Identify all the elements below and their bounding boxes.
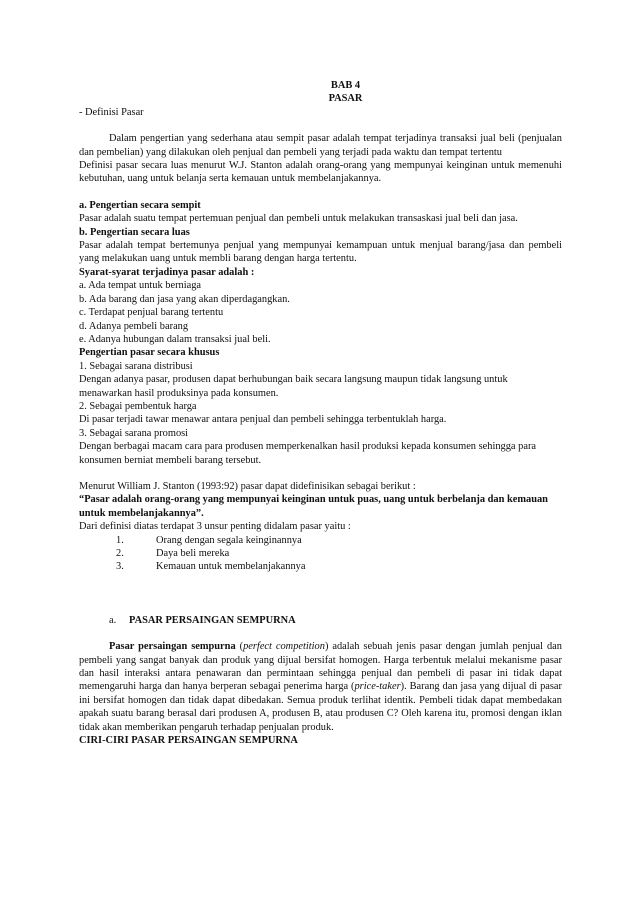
requirement-item: e. Adanya hubungan dalam transaksi jual beli. [79,333,271,345]
chapter-number: BAB 4 [330,80,361,91]
section-heading: a. PASAR PERSAINGAN SEMPURNA [109,614,296,626]
requirement-item: b. Ada barang dan jasa yang akan diperdagangkan. [79,293,290,305]
requirement-item: c. Terdapat penjual barang tertentu [79,307,224,319]
heading-requirements: Syarat-syarat terjadinya pasar adalah : [79,266,255,278]
heading-broad: b. Pengertian secara luas [79,226,190,238]
list-item: 3. Kemauan untuk membelanjakannya [116,561,306,573]
function-text: Dengan adanya pasar, produsen dapat berhubungan baik secara langsung maupun tidak langsung untuk menawarkan hasil produksinya pada konsumen. [79,374,508,399]
function-text: Dengan berbagai macam cara para produsen memperkenalkan hasil produksi kepada konsumen sehingga para konsumen berniat membeli barang tersebut. [79,441,537,466]
chapter-title: PASAR [328,93,363,105]
stanton-quote: “Pasar adalah orang-orang yang mempunyai keinginan untuk puas, uang untuk berbelanja dan kemauan untuk membelanjakannya”. [79,494,548,519]
paragraph-broad: Pasar adalah tempat bertemunya penjual yang mempunyai kemampuan untuk menjual barang/jasa dan pembeli yang melakukan uang untuk membli barang dengan harga tertentu. [79,240,562,265]
intro-paragraph: Dalam pengertian yang sederhana atau sempit pasar adalah tempat terjadinya transaksi jual beli (penjualan dan pembelian) yang dilakukan oleh penjual dan pembeli yang terjadi pada waktu dan tempat tertentu [79,133,562,158]
function-title: 2. Sebagai pembentuk harga [79,400,197,412]
paragraph-narrow: Pasar adalah suatu tempat pertemuan penjual dan pembeli untuk melakukan transaskasi jual beli dan jasa. [79,213,518,225]
requirement-item: d. Adanya pembeli barang [79,320,189,332]
list-item: 1. Orang dengan segala keinginannya [116,534,302,546]
perfect-competition-paragraph: Pasar persaingan sempurna (perfect competition) adalah sebuah jenis pasar dengan jumlah penjual dan pembeli yang sangat banyak dan produk yang dijual bersifat homogen. Harga terbentuk melalui mekanisme pasar dan hasil interaksi antara penawaran dan permintaan sehingga penjual dan pembeli di pasar ini tidak dapat memengaruhi harga dan hanya berperan sebagai penerima harga (price-taker). Barang dan jasa yang dijual di pasar ini bersifat homogen dan tidak dapat dibedakan. Semua produk terlihat identik. Pembeli tidak dapat membedakan apakah suatu barang berasal dari produsen A, produsen B, atau produsen C? Oleh karena itu, promosi dengan iklan tidak akan memberikan pengaruh terhadap penjualan produk. [79,641,562,733]
characteristics-heading: CIRI-CIRI PASAR PERSAINGAN SEMPURNA [79,735,298,747]
list-item: 2. Daya beli mereka [116,548,230,559]
stanton-intro: Menurut William J. Stanton (1993:92) pasar dapat didefinisikan sebagai berikut : [79,480,416,492]
document-body [79,79,562,747]
heading-narrow: a. Pengertian secara sempit [79,199,201,211]
elements-list [79,534,562,574]
heading-specific: Pengertian pasar secara khusus [79,347,220,359]
requirement-item: a. Ada tempat untuk berniaga [79,280,202,292]
function-title: 1. Sebagai sarana distribusi [79,360,193,372]
function-text: Di pasar terjadi tawar menawar antara penjual dan pembeli sehingga terbentuklah harga. [79,414,447,426]
function-title: 3. Sebagai sarana promosi [79,427,189,439]
definition-paragraph: Definisi pasar secara luas menurut W.J. Stanton adalah orang-orang yang mempunyai keinginan untuk memenuhi kebutuhan, uang untuk belanja serta kemauan untuk membelanjakannya. [79,160,562,185]
section-bullet: - Definisi Pasar [79,106,144,118]
elements-intro: Dari definisi diatas terdapat 3 unsur penting didalam pasar yaitu : [79,521,351,533]
